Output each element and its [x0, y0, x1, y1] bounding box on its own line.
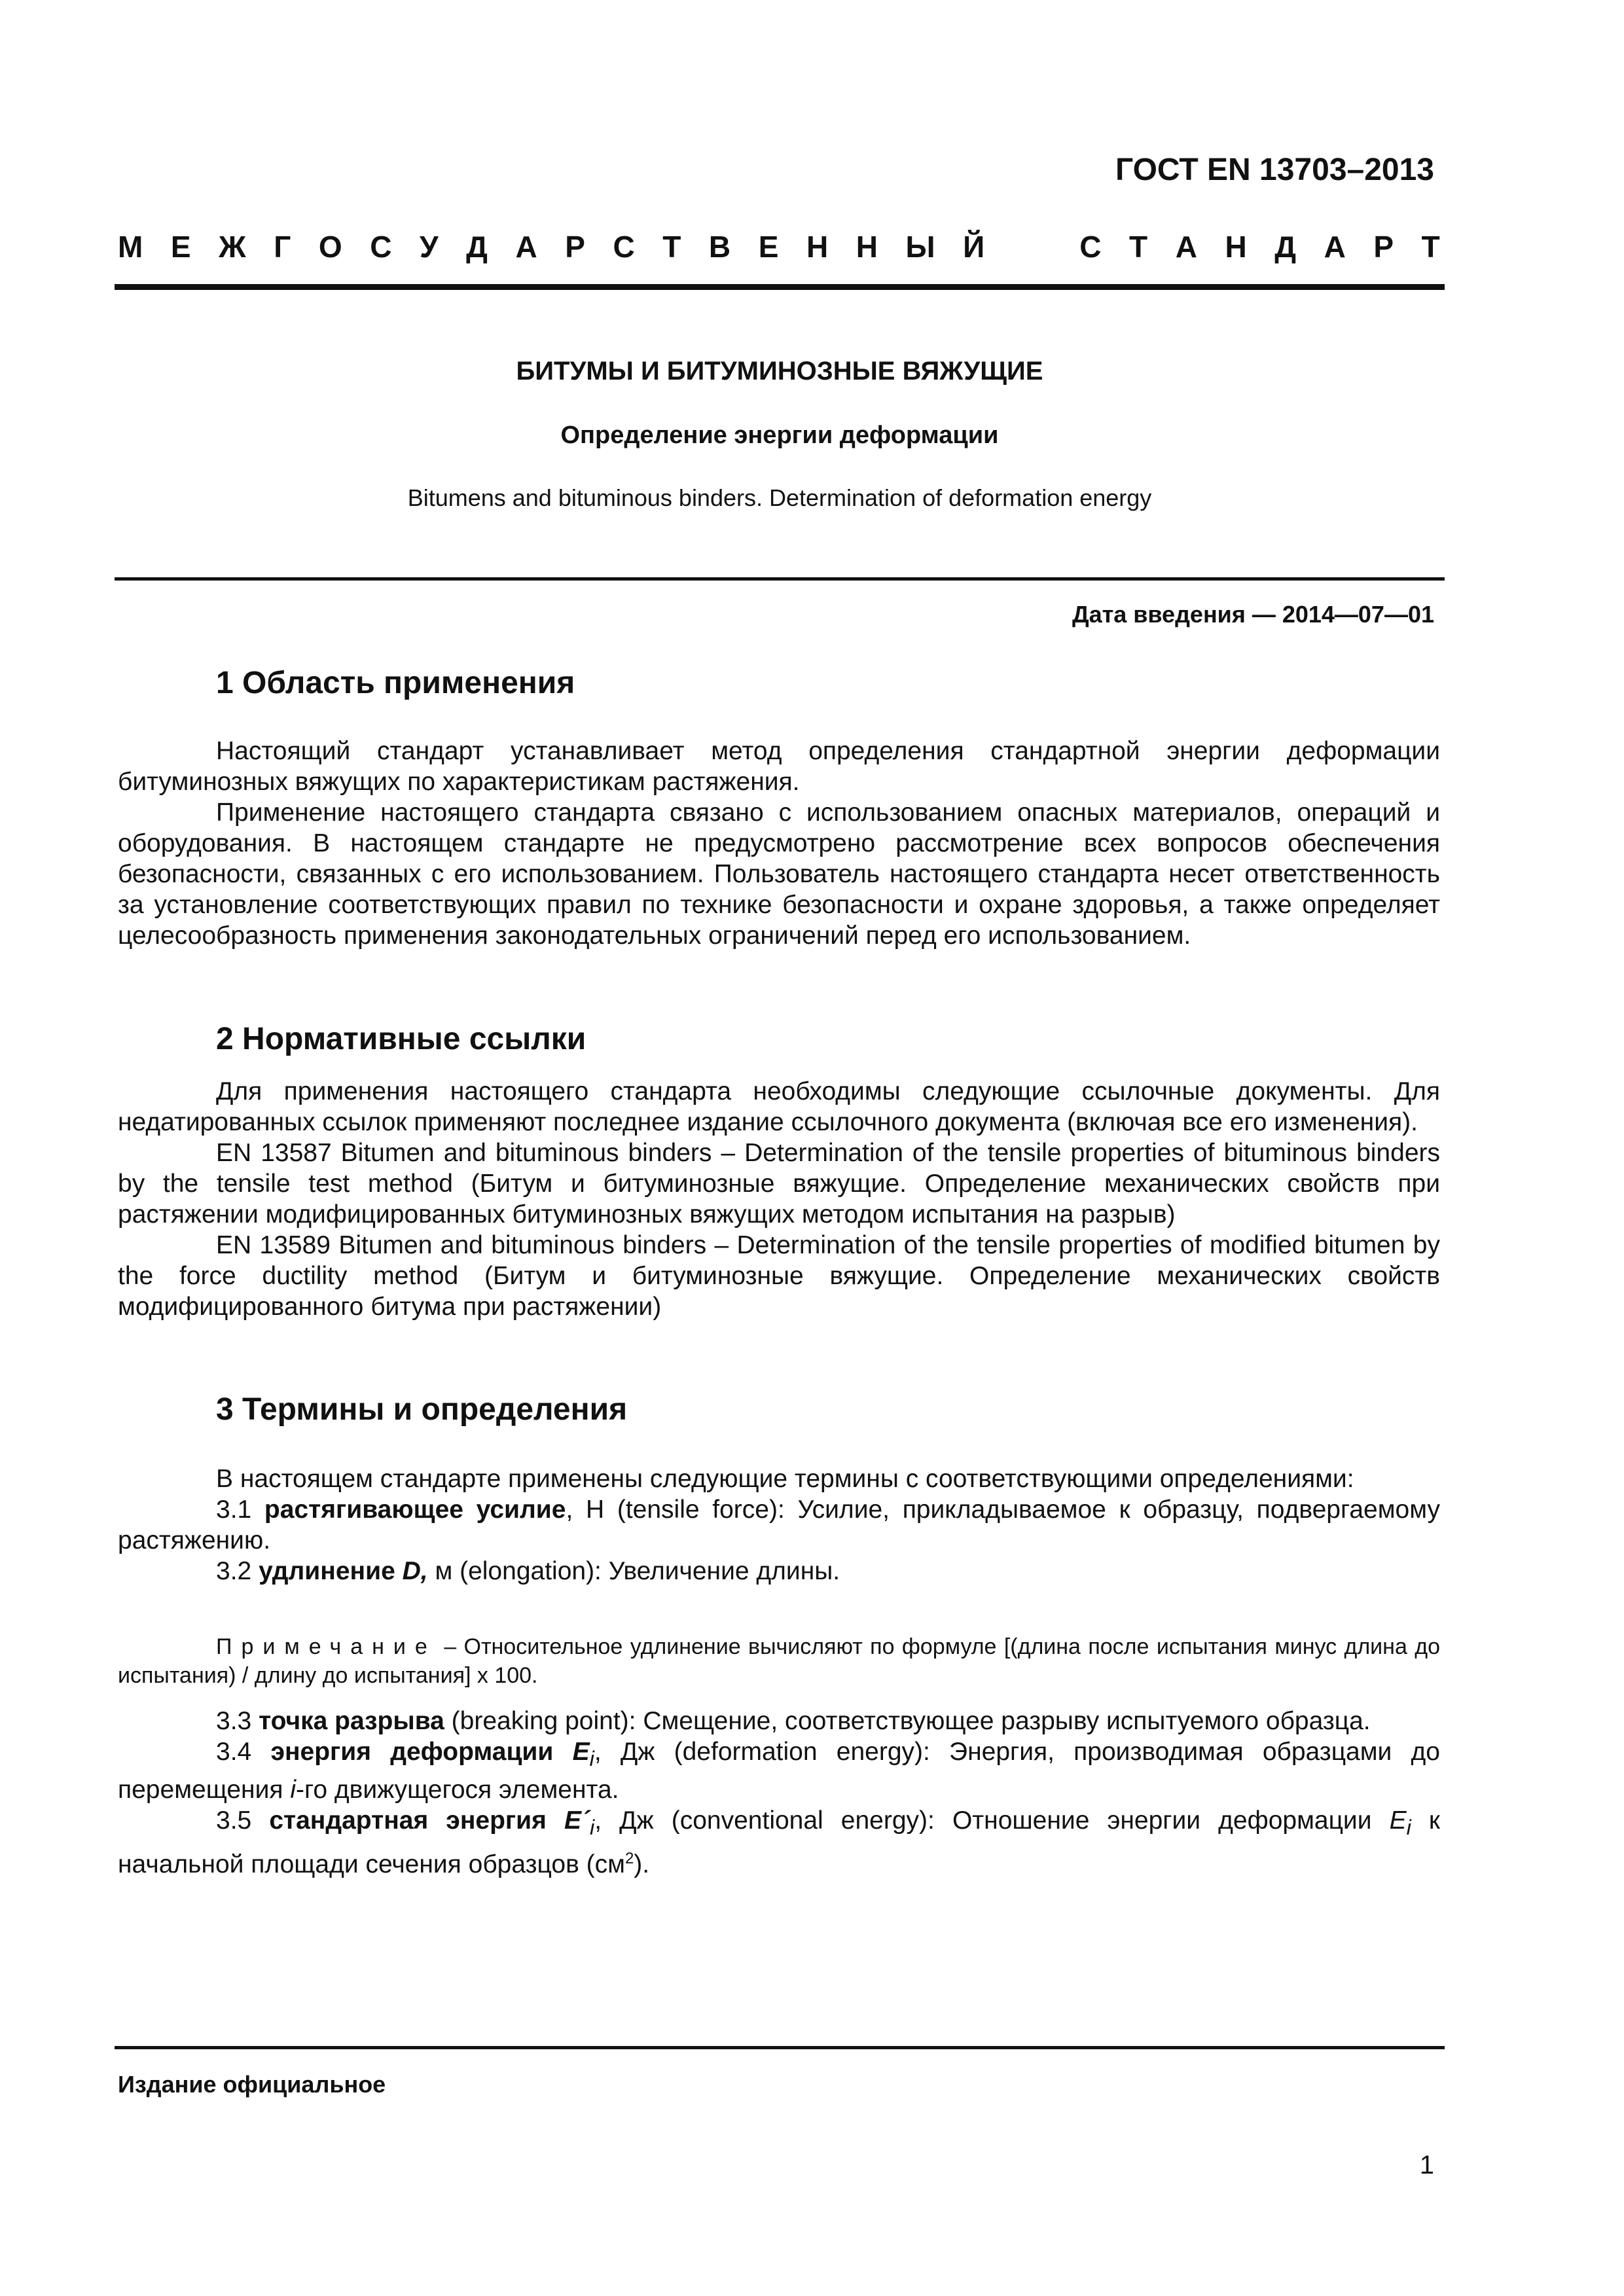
letter: Ж	[219, 230, 246, 264]
gost-number: ГОСТ EN 13703–2013	[1115, 152, 1434, 187]
page-number: 1	[1419, 2151, 1434, 2179]
reference-en-13587: EN 13587 Bitumen and bituminous binders – Determination of the tensile properties of bituminous binders by the tensile test method (Битум и битуминозные вяжущие. Определение механических свойств при растяжении модифицированных битуминозных вяжущих методом испытания на разрыв)	[118, 1139, 1440, 1229]
letter: Р	[565, 230, 585, 264]
paragraph: Применение настоящего стандарта связано с использованием опасных материалов, операций и оборудования. В настоящем стандарте не предусмотрено рассмотрение всех вопросов обеспечения безопасности, связанных с его использованием. Пользователь настоящего стандарта несет ответственность за установление соответствующих правил по технике безопасности и охране здоровья, а также определяет целесообразность применения законодательных ограничений перед его использованием.	[118, 798, 1440, 950]
letter: Е	[758, 230, 779, 264]
letter: С	[613, 230, 635, 264]
paragraph: В настоящем стандарте применены следующие термины с соответствующими определениями:	[216, 1465, 1354, 1493]
section-2-heading: 2 Нормативные ссылки	[216, 1022, 586, 1056]
term-3-4: 3.4 энергия деформации $E_i$, Дж (deformation energy): Энергия, производимая образцами до перемещения i-го движущегося элемента.	[118, 1738, 1440, 1804]
section-2-body	[118, 1076, 1440, 1322]
letter: Й	[963, 230, 985, 264]
letter: Р	[1373, 230, 1394, 264]
letter: Н	[856, 230, 878, 264]
section-3-heading: 3 Термины и определения	[216, 1392, 628, 1427]
section-1-heading: 1 Область применения	[216, 666, 575, 700]
title-divider	[115, 577, 1445, 581]
document-title: БИТУМЫ И БИТУМИНОЗНЫЕ ВЯЖУЩИЕ	[516, 357, 1043, 386]
introduction-date: Дата введения — 2014—07—01	[1072, 601, 1434, 628]
interstate-standard-label	[118, 229, 1440, 264]
reference-en-13589: EN 13589 Bitumen and bituminous binders – Determination of the tensile properties of modified bitumen by the force ductility method (Битум и битуминозные вяжущие. Определение механических свойств модифицированного битума при растяжении)	[118, 1231, 1440, 1321]
letter: Д	[466, 230, 488, 264]
letter: С	[1079, 230, 1102, 264]
term-3-5: 3.5 стандартная энергия $E´_i$, Дж (conventional energy): Отношение энергии деформации $E_i$ к начальной площади сечения образцов $(см^2)$.	[118, 1806, 1440, 1878]
word-gap	[1013, 229, 1052, 264]
term-3-1: 3.1 растягивающее усилие, Н (tensile force): Усилие, прикладываемое к образцу, подвергаемому растяжению.	[118, 1496, 1441, 1554]
letter: А	[1175, 230, 1197, 264]
letter: М	[118, 230, 143, 264]
paragraph: Для применения настоящего стандарта необходимы следующие ссылочные документы. Для недатированных ссылок применяют последнее издание ссылочного документа (включая все его изменения).	[118, 1077, 1440, 1136]
letter: Т	[1129, 230, 1148, 264]
note-text: – Относительное удлинение вычисляют по формуле [(длина после испытания минус длина до испытания) / длину до испытания] x 100.	[118, 1634, 1440, 1688]
header-divider	[115, 284, 1445, 290]
letter: С	[370, 230, 392, 264]
section-3-terms-continued	[118, 1706, 1440, 1880]
letter: А	[1324, 230, 1346, 264]
letter: Н	[1225, 230, 1247, 264]
term-3-2: 3.2 удлинение D, м (elongation): Увеличение длины.	[216, 1557, 840, 1585]
letter: Ы	[905, 230, 935, 264]
letter: Т	[1421, 230, 1440, 264]
letter: Г	[274, 230, 291, 264]
official-edition-label: Издание официальное	[118, 2071, 386, 2098]
note-label: Примечание	[216, 1634, 437, 1659]
footer-divider	[115, 2046, 1445, 2049]
letter: А	[515, 230, 537, 264]
paragraph: Настоящий стандарт устанавливает метод определения стандартной энергии деформации битуминозных вяжущих по характеристикам растяжения.	[118, 737, 1440, 796]
letter: Н	[806, 230, 829, 264]
letter: Т	[662, 230, 681, 264]
letter: Д	[1274, 230, 1297, 264]
document-subtitle: Определение энергии деформации	[560, 422, 999, 449]
letter: О	[318, 230, 342, 264]
letter: Е	[170, 230, 191, 264]
note	[118, 1632, 1440, 1690]
section-3-body	[118, 1463, 1440, 1587]
english-title: Bitumens and bituminous binders. Determination of deformation energy	[407, 484, 1152, 511]
letter: В	[708, 230, 731, 264]
letter: У	[419, 230, 439, 264]
term-3-3: 3.3 точка разрыва (breaking point): Смещение, соответствующее разрыву испытуемого образца.	[216, 1707, 1371, 1735]
section-1-body	[118, 736, 1440, 951]
